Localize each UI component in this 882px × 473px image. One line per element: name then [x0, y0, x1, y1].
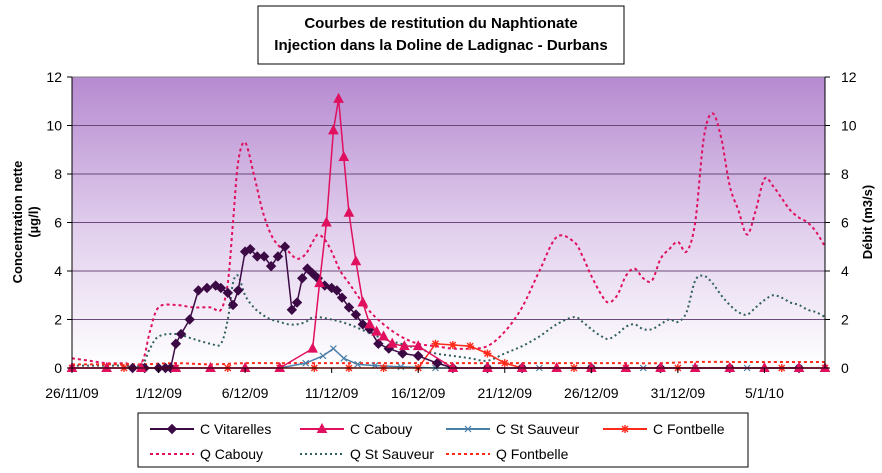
- x-tick-label: 26/11/09: [45, 385, 99, 401]
- data-point-star: [483, 349, 491, 357]
- x-tick-label: 26/12/09: [564, 385, 619, 401]
- legend-label: Q Cabouy: [200, 446, 264, 462]
- y-axis-right-title: Débit (m3/s): [860, 184, 875, 260]
- legend-label: C Vitarelles: [200, 421, 272, 437]
- y-right-tick-label: 6: [841, 214, 849, 231]
- y-left-tick-label: 12: [46, 69, 62, 85]
- y-left-tick-label: 0: [54, 360, 62, 376]
- x-tick-label: 5/1/10: [744, 385, 784, 401]
- y-right-tick-label: 8: [841, 166, 849, 182]
- x-tick-label: 16/12/09: [390, 385, 446, 401]
- data-point-star: [501, 359, 509, 367]
- y-left-tick-label: 8: [54, 166, 62, 182]
- y-right-tick-label: 2: [841, 311, 849, 328]
- y-left-tick-label: 2: [54, 311, 62, 328]
- legend-label: C St Sauveur: [496, 421, 580, 437]
- data-point-star: [621, 425, 629, 433]
- x-tick-label: 21/12/09: [477, 385, 533, 401]
- data-point-star: [432, 340, 440, 348]
- legend-label: C Cabouy: [350, 421, 413, 437]
- y-axis-left-title-line-2: (µg/l): [26, 206, 41, 238]
- y-left-tick-label: 6: [54, 214, 62, 231]
- chart-title-line-1: Courbes de restitution du Naphtionate: [304, 15, 578, 32]
- x-tick-label: 31/12/09: [650, 385, 706, 401]
- y-axis-left-title-line-1: Concentration nette: [10, 160, 25, 284]
- y-right-tick-label: 12: [841, 69, 857, 85]
- data-point-star: [449, 341, 457, 349]
- legend-label: Q Fontbelle: [496, 446, 569, 462]
- legend-label: C Fontbelle: [653, 421, 725, 437]
- legend-label: Q St Sauveur: [350, 446, 435, 462]
- y-left-tick-label: 10: [46, 117, 62, 134]
- y-right-tick-label: 10: [841, 117, 857, 134]
- x-tick-label: 11/12/09: [304, 385, 359, 401]
- y-left-tick-label: 4: [54, 263, 62, 279]
- y-right-tick-label: 0: [841, 360, 849, 376]
- chart-title-line-2: Injection dans la Doline de Ladignac - Durbans: [274, 37, 608, 54]
- y-right-tick-label: 4: [841, 263, 849, 279]
- data-point-star: [466, 342, 474, 350]
- x-tick-label: 6/12/09: [221, 385, 269, 401]
- x-tick-label: 1/12/09: [135, 385, 182, 401]
